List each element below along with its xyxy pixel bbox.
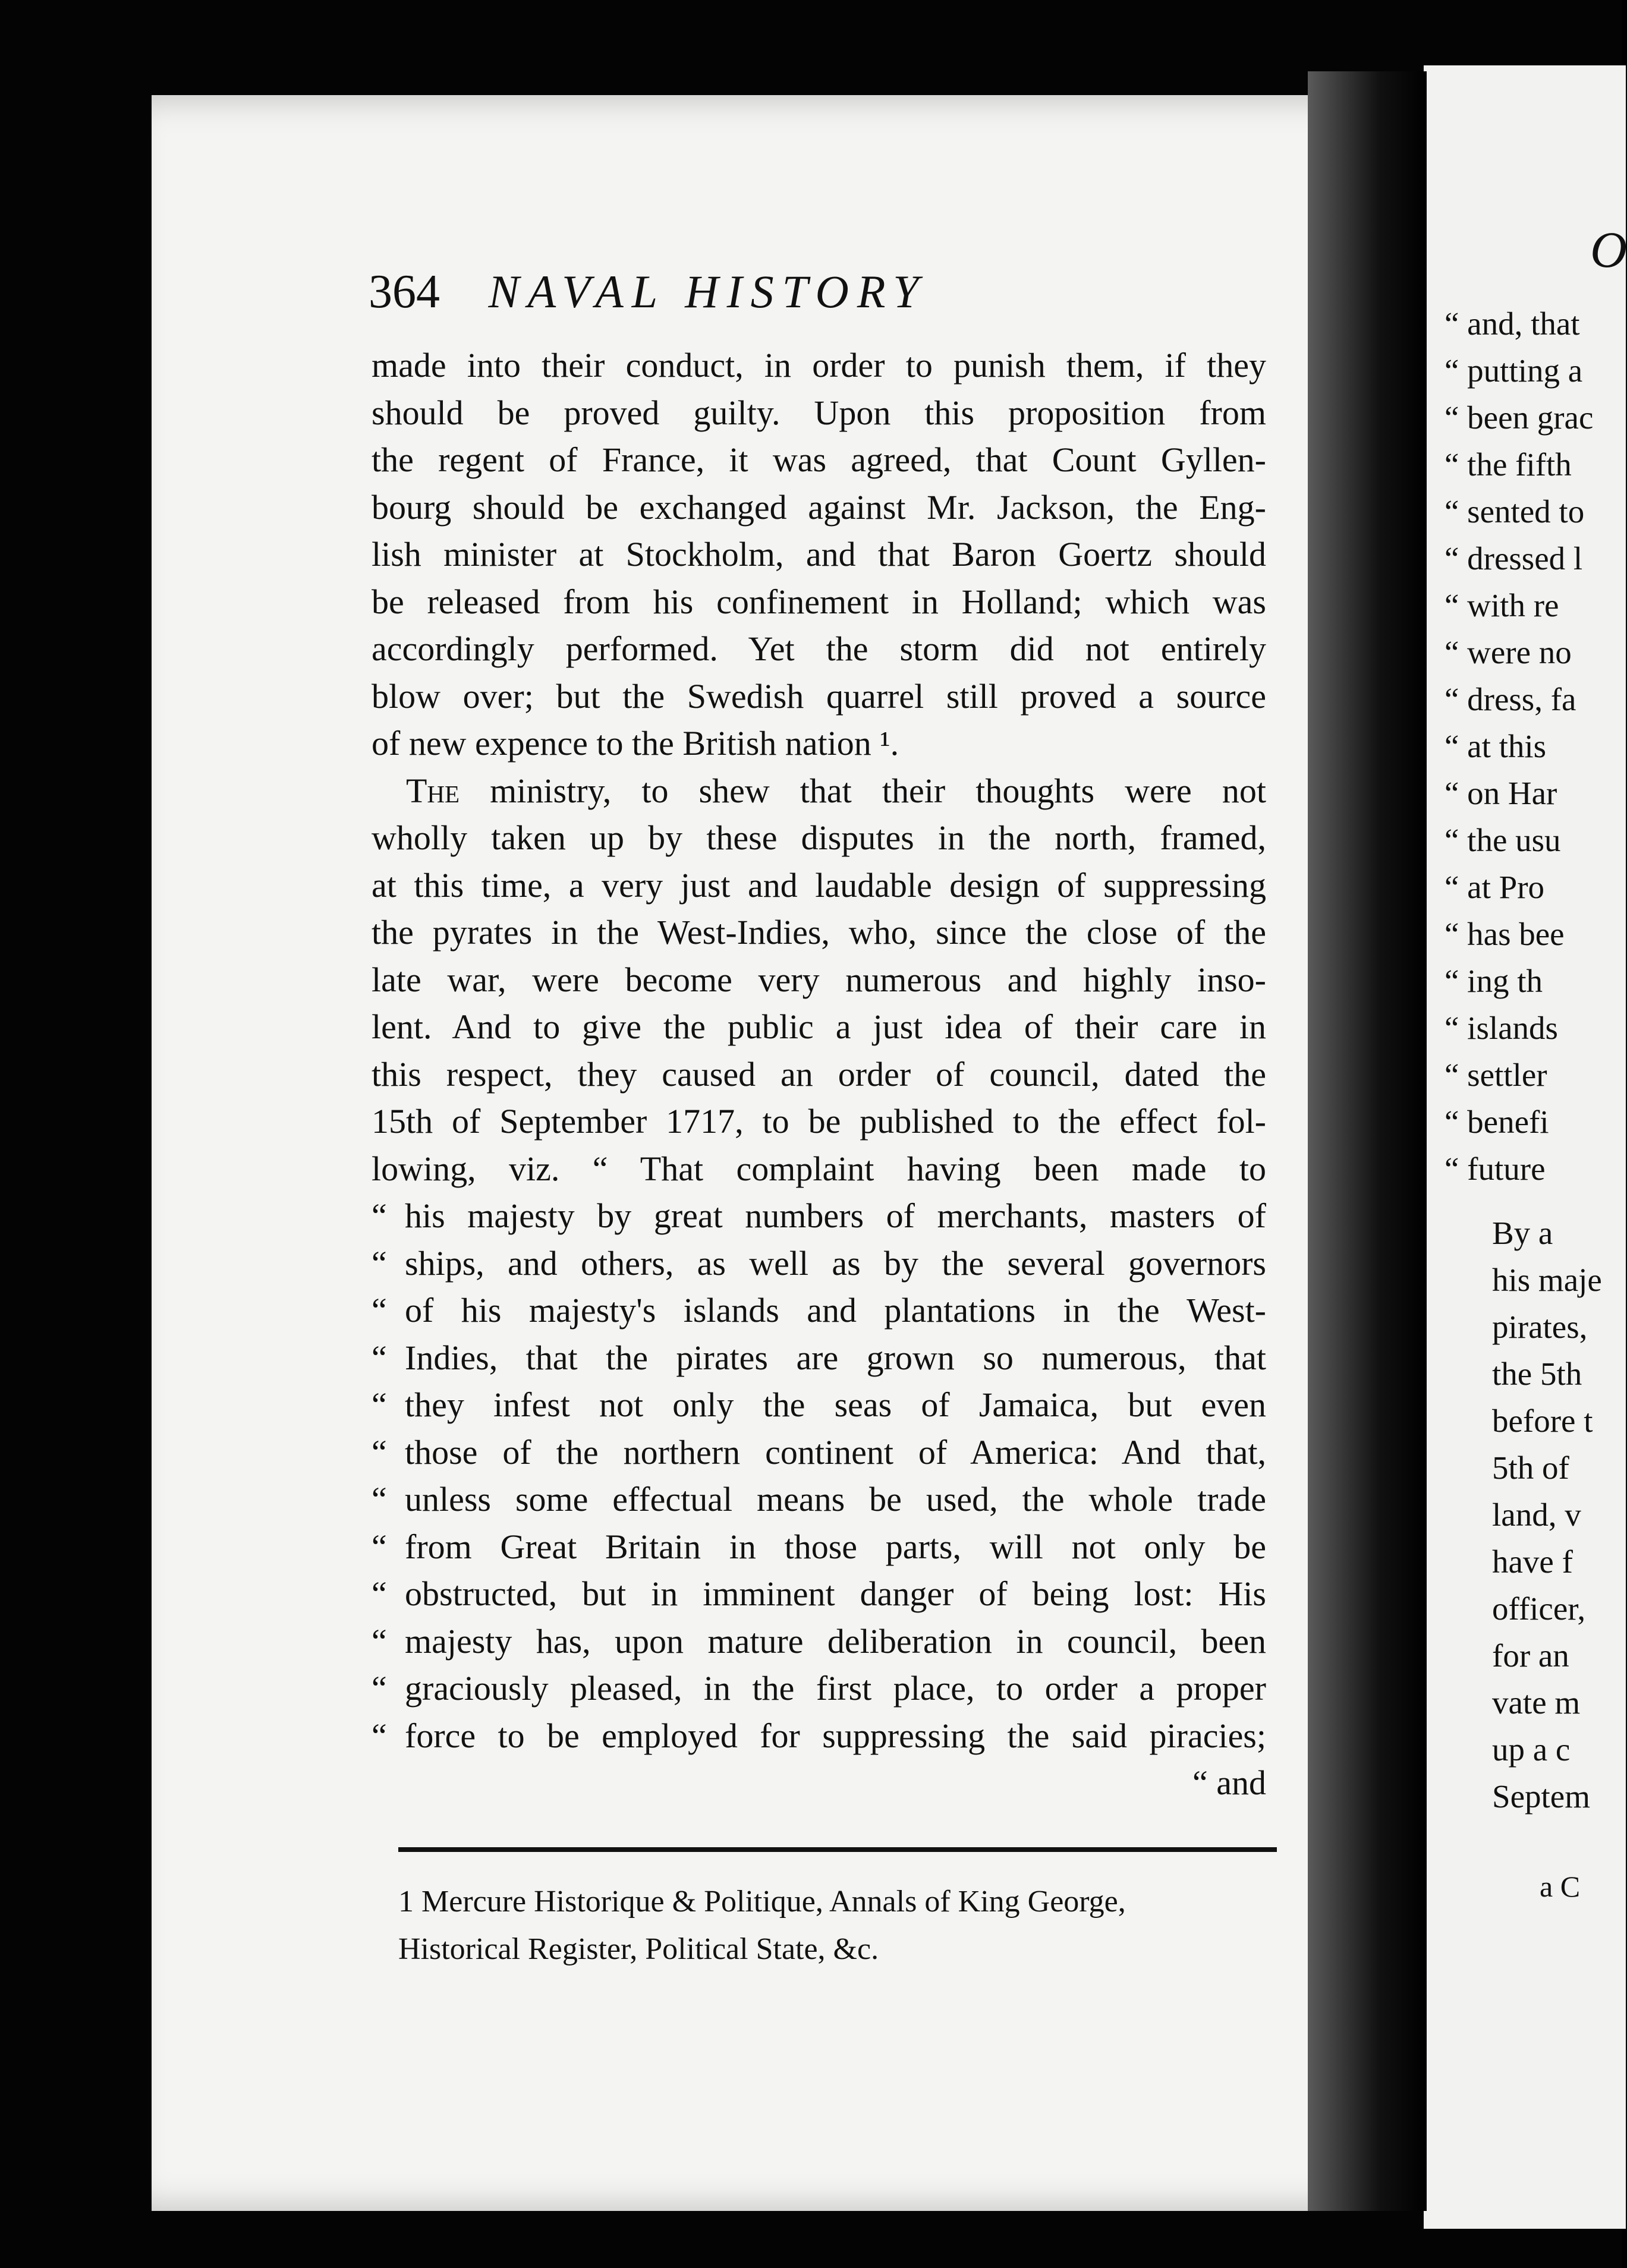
right-page-line: “ at Pro: [1445, 869, 1545, 905]
page-header: [369, 264, 927, 316]
right-page-line: “ dressed l: [1445, 540, 1583, 577]
right-page-line: the 5th: [1492, 1356, 1582, 1392]
paragraph-2: [372, 767, 1266, 1193]
right-page-line: up a c: [1492, 1731, 1571, 1768]
running-title: NAVAL HISTORY: [488, 266, 927, 317]
right-page-text-bottom: [1492, 1209, 1602, 1820]
right-page-line: “ putting a: [1445, 352, 1583, 389]
quote-mark: “: [372, 1574, 387, 1613]
quote-mark: “: [372, 1669, 387, 1708]
right-page-line: “ islands: [1445, 1010, 1558, 1046]
text-line: this respect, they caused an order of council, dated the: [372, 1054, 1266, 1094]
quote-mark: “: [372, 1480, 387, 1519]
right-page-line: land, v: [1492, 1497, 1581, 1533]
right-page-line: “ benefi: [1445, 1104, 1549, 1140]
quote-mark: “: [372, 1527, 387, 1566]
footnote-line: 1 Mercure Historique & Politique, Annals of King George,: [398, 1885, 1126, 1919]
quotation: [372, 1192, 1266, 1759]
text-line: “ unless some effectual means be used, the whole trade: [372, 1476, 1266, 1523]
right-page-line: “ and, that: [1445, 305, 1580, 342]
quote-mark: “: [372, 1621, 387, 1661]
text-line: “ majesty has, upon mature deliberation in council, been: [372, 1618, 1266, 1665]
footnote-line: Historical Register, Political State, &c.: [398, 1932, 879, 1966]
right-page-line: “ were no: [1445, 634, 1572, 670]
text-line: “ force to be employed for suppressing the said piracies;: [372, 1712, 1266, 1760]
right-page-line: before t: [1492, 1403, 1593, 1439]
quote-mark: “: [372, 1385, 387, 1424]
right-page-line: By a: [1492, 1215, 1553, 1251]
quote-mark: “: [372, 1243, 387, 1283]
right-page-line: Septem: [1492, 1778, 1590, 1815]
text-line: the pyrates in the West-Indies, who, since the close of the: [372, 913, 1266, 952]
text-line: the regent of France, it was agreed, that Count Gyllen-: [372, 440, 1266, 479]
right-page-line: “ on Har: [1445, 775, 1557, 811]
quote-mark: “: [372, 1338, 387, 1377]
quote-mark: “: [372, 1716, 387, 1755]
right-page-header: O: [1590, 221, 1627, 278]
right-page-line: “ sented to: [1445, 493, 1585, 530]
text-line: “ of his majesty's islands and plantations in the West-: [372, 1287, 1266, 1334]
text-line: lish minister at Stockholm, and that Baron Goertz should: [372, 535, 1266, 574]
right-page-line: “ has bee: [1445, 916, 1565, 952]
right-page-line: 5th of: [1492, 1450, 1569, 1486]
right-page-line: officer,: [1492, 1590, 1586, 1627]
body-text: [372, 342, 1266, 1807]
text-line: “ those of the northern continent of America: And that,: [372, 1429, 1266, 1476]
right-page-line: “ the fifth: [1445, 446, 1572, 483]
right-page-line: “ at this: [1445, 728, 1547, 764]
text-line: bourg should be exchanged against Mr. Jackson, the Eng-: [372, 487, 1266, 527]
text-line: lent. And to give the public a just idea of their care in: [372, 1007, 1266, 1046]
right-page-line: “ been grac: [1445, 399, 1594, 436]
right-page-line: “ the usu: [1445, 822, 1561, 858]
text-line: accordingly performed. Yet the storm did not entirely: [372, 629, 1266, 668]
paragraph-lead: The: [372, 771, 490, 810]
catchword: “ and: [1192, 1763, 1266, 1802]
right-page-line: for an: [1492, 1637, 1569, 1674]
text-line: of new expence to the British nation ¹.: [372, 724, 899, 763]
footnote: [398, 1878, 1278, 1973]
page-number: 364: [369, 266, 440, 318]
right-page-line: “ future: [1445, 1151, 1546, 1187]
right-page-line: his maje: [1492, 1262, 1602, 1298]
right-page-line: “ settler: [1445, 1057, 1547, 1093]
right-page-line: “ dress, fa: [1445, 681, 1576, 717]
right-page-footnote: a C: [1540, 1870, 1581, 1903]
text-line: “ ships, and others, as well as by the several governors: [372, 1240, 1266, 1287]
text-line: “ his majesty by great numbers of merchants, masters of: [372, 1192, 1266, 1240]
right-page-line: vate m: [1492, 1684, 1581, 1721]
quote-mark: “: [372, 1432, 387, 1472]
text-line: “ they infest not only the seas of Jamaica, but even: [372, 1381, 1266, 1429]
text-line: made into their conduct, in order to punish them, if they: [372, 346, 1266, 385]
right-page-line: “ with re: [1445, 587, 1559, 623]
text-line: be released from his confinement in Holland; which was: [372, 582, 1266, 621]
text-line: “ Indies, that the pirates are grown so numerous, that: [372, 1334, 1266, 1382]
text-line: wholly taken up by these disputes in the north, framed,: [372, 818, 1266, 857]
right-page-line: “ ing th: [1445, 963, 1543, 999]
paragraph-1: [372, 342, 1266, 767]
right-page-line: have f: [1492, 1544, 1573, 1580]
text-line: “ obstructed, but in imminent danger of being lost: His: [372, 1570, 1266, 1618]
quote-mark: “: [372, 1196, 387, 1235]
text-line: blow over; but the Swedish quarrel still proved a source: [372, 676, 1266, 716]
text-line: should be proved guilty. Upon this proposition from: [372, 393, 1266, 432]
text-line: 15th of September 1717, to be published to the effect fol-: [372, 1102, 1266, 1141]
text-line: The ministry, to shew that their thoughts were not: [372, 771, 1266, 810]
text-line: lowing, viz. “ That complaint having been made to: [372, 1149, 1266, 1188]
book-gutter: [1308, 71, 1427, 2211]
text-line: “ from Great Britain in those parts, will not only be: [372, 1523, 1266, 1571]
right-page-line: pirates,: [1492, 1309, 1588, 1345]
quote-mark: “: [372, 1291, 387, 1330]
text-line: late war, were become very numerous and highly inso-: [372, 960, 1266, 999]
text-line: at this time, a very just and laudable design of suppressing: [372, 865, 1266, 905]
text-line: “ graciously pleased, in the first place, to order a proper: [372, 1665, 1266, 1712]
footnote-rule: [398, 1847, 1277, 1852]
right-page-text-top: [1445, 300, 1593, 1192]
